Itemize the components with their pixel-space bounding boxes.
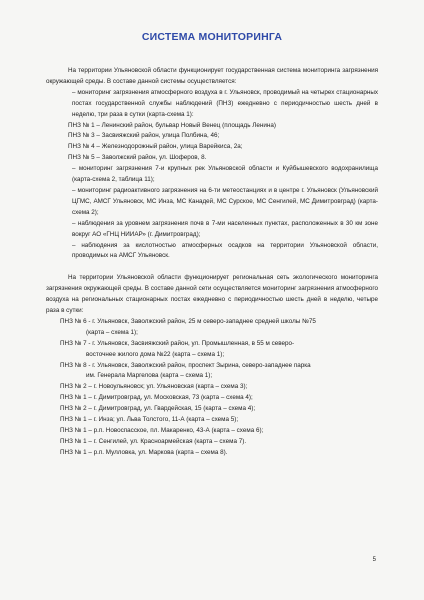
regional-post-item: ПНЗ № 1 – р.п. Новоспасское, пл. Макаренко, 43-А (карта – схема 6); bbox=[60, 427, 264, 434]
item-soil-monitoring: – наблюдения за уровнем загрязнения почв в 7-ми населенных пунктах, расположенных в 30 км зоне вокруг АО «ГНЦ НИИАР» (г. Димитровград); bbox=[72, 219, 378, 238]
post-list-item: ПНЗ № 1 – Ленинский район, бульвар Новый Венец (площадь Ленина) bbox=[68, 121, 276, 129]
regional-post-item: ПНЗ № 1 – г. Инза; ул. Льва Толстого, 11-А (карта – схема 5); bbox=[60, 416, 239, 424]
page-number: 5 bbox=[372, 557, 376, 563]
regional-post-item: ПНЗ № 1 – г. Димитровград, ул. Московская, 73 (карта – схема 4); bbox=[60, 394, 253, 402]
regional-post-item: ПНЗ № 2 – г. Новоульяновск; ул. Ульяновская (карта – схема 3); bbox=[60, 383, 248, 391]
item-air-monitoring: – мониторинг загрязнения атмосферного воздуха в г. Ульяновск, проводимый на четырех стационарных постах государственной службы наблюдений (ПНЗ) ежедневно с периодичностью шесть дней в неделю, три раза в сутки (карта-схема 1): bbox=[72, 88, 378, 118]
regional-post-item: ПНЗ № 8 - г. Ульяновск, Заволжский район, проспект Зырина, северо-западнее парка bbox=[60, 361, 311, 369]
regional-post-item-continuation: (карта – схема 1); bbox=[86, 328, 138, 336]
item-river-monitoring: – мониторинг загрязнения 7-и крупных рек Ульяновской области и Куйбышевского водохранилища (карта-схема 2, таблица 11); bbox=[72, 165, 378, 184]
document-body bbox=[46, 66, 378, 459]
post-list-item: ПНЗ № 3 – Засвияжский район, улица Полбина, 46; bbox=[68, 132, 220, 140]
post-list-item: ПНЗ № 4 – Железнодорожный район, улица Варейкиса, 2а; bbox=[68, 143, 243, 151]
regional-post-item: ПНЗ № 1 – р.п. Мулловка, ул. Маркова (карта – схема 8). bbox=[60, 448, 228, 456]
regional-post-list bbox=[46, 317, 378, 459]
section1-intro: На территории Ульяновской области функционирует государственная система мониторинга загрязнения окружающей среды. В составе данной системы осуществляется: bbox=[46, 67, 378, 85]
regional-post-item: ПНЗ № 1 – г. Сенгилей, ул. Красноармейская (карта – схема 7). bbox=[60, 437, 247, 445]
item-radiation-monitoring: – мониторинг радиоактивного загрязнения на 6-ти метеостанциях и в центре г. Ульяновск (Ульяновский ЦГМС, АМСГ Ульяновск, МС Инза, МС Канадей, МС Сурское, МС Сенгилей, МС Димитровград) (карта-схема 2); bbox=[72, 186, 378, 216]
regional-post-item: ПНЗ № 7 - г. Ульяновск, Засвияжский район, ул. Промышленная, в 55 м северо- bbox=[60, 339, 295, 347]
post-list-item: ПНЗ № 5 – Заволжский район, ул. Шоферов, 8. bbox=[68, 154, 207, 162]
section2-intro: На территории Ульяновской области функционирует региональная сеть экологического мониторинга загрязнения окружающей среды. В составе данной сети осуществляется мониторинг загрязнения атмосферного воздуха на региональных стационарных постах ежедневно с периодичностью шесть дней в неделю, четыре раза в сутки: bbox=[46, 274, 378, 315]
regional-post-item: ПНЗ № 2 – г. Димитровград, ул. Гвардейская, 15 (карта – схема 4); bbox=[60, 405, 256, 413]
item-acid-monitoring: – наблюдения за кислотностью атмосферных осадков на территории Ульяновской области, проводимых на АМСГ Ульяновск. bbox=[72, 241, 378, 260]
regional-post-item: ПНЗ № 6 - г. Ульяновск, Заволжский район, 25 м северо-западнее средней школы №75 bbox=[60, 317, 316, 325]
page-title: СИСТЕМА МОНИТОРИНГА bbox=[141, 31, 283, 43]
regional-post-item-continuation: восточнее жилого дома №22 (карта – схема 1); bbox=[86, 350, 225, 358]
regional-post-item-continuation: им. Генерала Маргелова (карта – схема 1); bbox=[86, 372, 213, 380]
